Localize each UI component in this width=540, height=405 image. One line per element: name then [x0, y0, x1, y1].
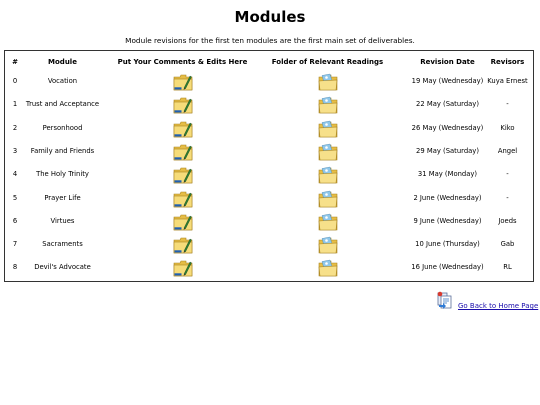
- header-revisors: Revisors: [490, 58, 525, 66]
- header-revision-date: Revision Date: [420, 58, 475, 66]
- document-edit-icon[interactable]: [173, 213, 193, 231]
- row-module-name: Prayer Life: [44, 193, 81, 202]
- row-number: 5: [12, 193, 18, 202]
- row-number: 1: [12, 100, 18, 109]
- row-number: 2: [12, 123, 18, 132]
- home-icon[interactable]: [436, 290, 454, 310]
- row-revisor: -: [506, 193, 509, 202]
- row-revisor: -: [506, 170, 509, 179]
- row-module-name: Sacraments: [42, 240, 83, 249]
- document-edit-icon[interactable]: [173, 190, 193, 208]
- row-revision-date: 2 June (Wednesday): [413, 193, 482, 202]
- row-revisor: Joeds: [498, 216, 517, 225]
- row-revision-date: 16 June (Wednesday): [411, 263, 484, 272]
- document-edit-icon[interactable]: [173, 259, 193, 277]
- folder-readings-icon[interactable]: [318, 190, 338, 208]
- row-module-name: The Holy Trinity: [36, 170, 89, 179]
- page-subtitle: Module revisions for the first ten modules are the first main set of deliverables.: [125, 36, 415, 45]
- row-revision-date: 9 June (Wednesday): [413, 216, 482, 225]
- row-revisor: -: [506, 100, 509, 109]
- header-module: Module: [48, 58, 77, 66]
- folder-readings-icon[interactable]: [318, 166, 338, 184]
- row-revision-date: 26 May (Wednesday): [411, 123, 484, 132]
- row-revision-date: 10 June (Thursday): [415, 240, 480, 249]
- row-revisor: Kuya Ernest: [487, 77, 528, 85]
- row-module-name: Devil's Advocate: [34, 263, 91, 272]
- folder-readings-icon[interactable]: [318, 236, 338, 254]
- row-module-name: Personhood: [42, 123, 83, 132]
- document-edit-icon[interactable]: [173, 73, 193, 91]
- row-revisor: Kiko: [500, 123, 515, 132]
- document-edit-icon[interactable]: [173, 143, 193, 161]
- document-edit-icon[interactable]: [173, 236, 193, 254]
- folder-readings-icon[interactable]: [318, 143, 338, 161]
- row-module-name: Trust and Acceptance: [25, 100, 100, 109]
- document-edit-icon[interactable]: [173, 166, 193, 184]
- row-revisor: Gab: [500, 240, 515, 249]
- header-number: #: [12, 58, 18, 66]
- folder-readings-icon[interactable]: [318, 213, 338, 231]
- folder-readings-icon[interactable]: [318, 73, 338, 91]
- row-number: 6: [12, 216, 18, 225]
- document-edit-icon[interactable]: [173, 120, 193, 138]
- row-number: 3: [12, 146, 18, 155]
- row-number: 4: [12, 170, 18, 179]
- modules-table: [4, 50, 534, 282]
- folder-readings-icon[interactable]: [318, 96, 338, 114]
- row-module-name: Family and Friends: [30, 146, 95, 155]
- header-readings: Folder of Relevant Readings: [271, 58, 384, 66]
- folder-readings-icon[interactable]: [318, 120, 338, 138]
- home-link-area[interactable]: [436, 290, 540, 312]
- document-edit-icon[interactable]: [173, 96, 193, 114]
- row-module-name: Vocation: [47, 77, 78, 85]
- page-title: Modules: [234, 8, 306, 26]
- row-revision-date: 31 May (Monday): [417, 170, 478, 179]
- header-comments: Put Your Comments & Edits Here: [117, 58, 248, 66]
- row-revision-date: 19 May (Wednesday): [411, 77, 484, 85]
- row-revisor: RL: [503, 263, 512, 272]
- row-revision-date: 22 May (Saturday): [416, 100, 479, 109]
- row-module-name: Virtues: [50, 216, 75, 225]
- row-revision-date: 29 May (Saturday): [416, 146, 479, 155]
- folder-readings-icon[interactable]: [318, 259, 338, 277]
- row-number: 0: [12, 77, 18, 85]
- home-link[interactable]: Go Back to Home Page: [458, 302, 539, 310]
- row-number: 7: [12, 240, 18, 249]
- row-revisor: Angel: [497, 146, 518, 155]
- row-number: 8: [12, 263, 18, 272]
